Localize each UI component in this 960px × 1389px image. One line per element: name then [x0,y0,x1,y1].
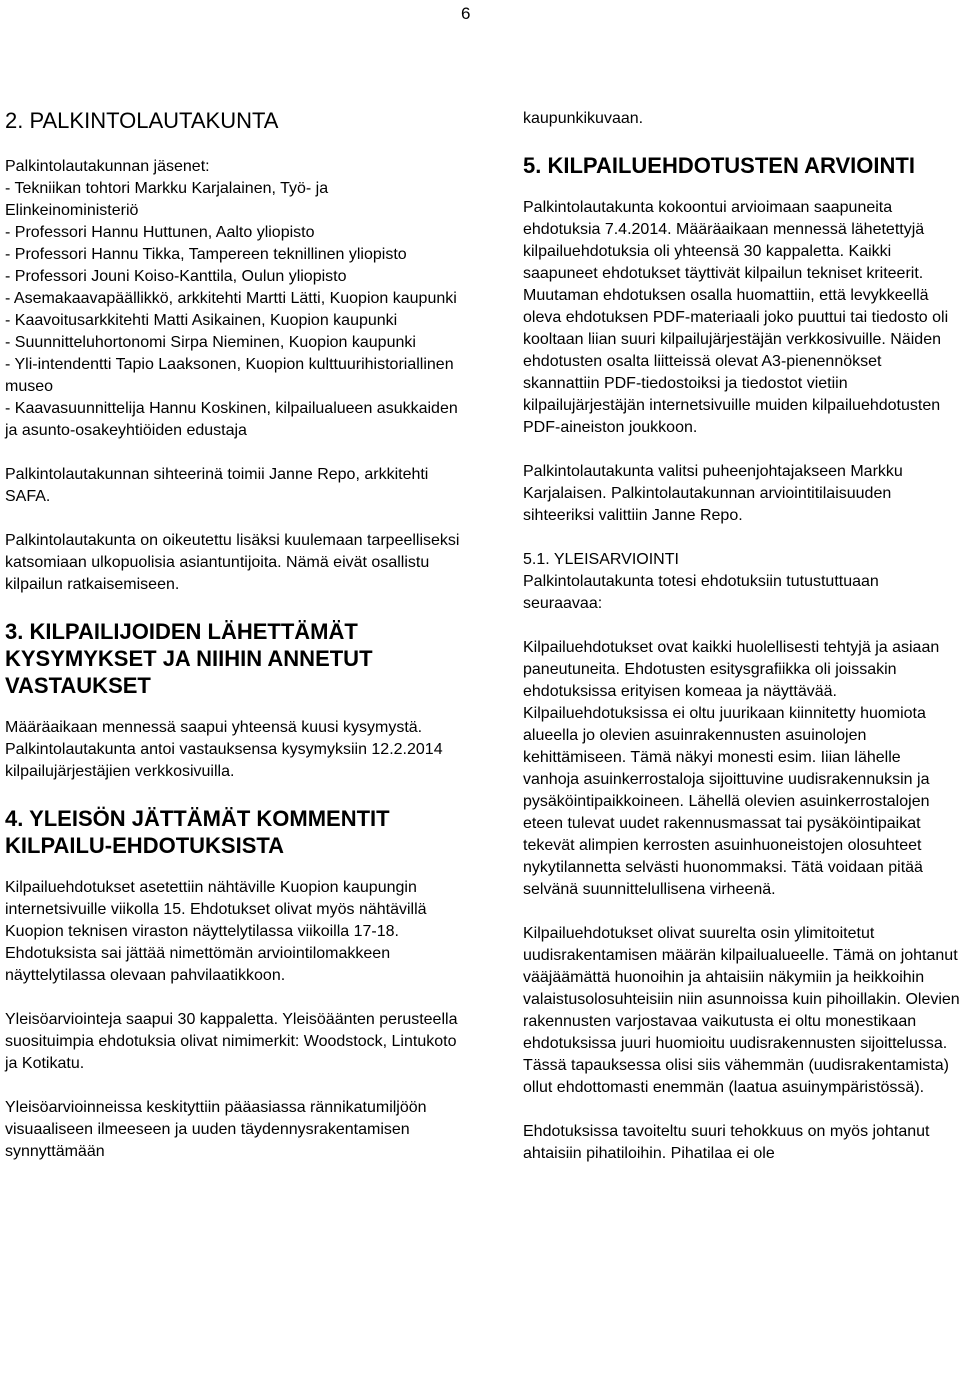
member-item: - Suunnitteluhortonomi Sirpa Nieminen, Kuopion kaupunki [5,334,416,351]
page-number: 6 [461,4,471,23]
section-3-heading: 3. KILPAILIJOIDEN LÄHETTÄMÄT KYSYMYKSET JA NIIHIN ANNETUT VASTAUKSET [5,619,373,698]
member-item: - Yli-intendentti Tapio Laaksonen, Kuopion kulttuurihistoriallinen museo [5,356,454,395]
section-4-paragraph-2: Yleisöarviointeja saapui 30 kappaletta. Yleisöäänten perusteella suosituimpia ehdotuksia olivat nimimerkit: Woodstock, Lintukoto ja Kotikatu. [5,1011,458,1072]
section-5-paragraph-1: Palkintolautakunta kokoontui arvioimaan saapuneita ehdotuksia 7.4.2014. Määräaikaan mennessä lähetettyjä kilpailuehdotuksia oli yhteensä 30 kappaletta. Kaikki saapuneet ehdotukset täyttivät kilpailun tekniset kriteerit. Muutaman ehdotuksen osalla huomattiin, että levykkeellä oleva ehdotuksen PDF-materiaali joko puuttui tai tiedosto oli kooltaan liian suuri kilpailujärjestäjän verkkosivuille. Näiden ehdotusten osalta liitteissä olevat A3-pienennökset skannattiin PDF-tiedostoiksi ja tiedostot vietiin kilpailujärjestäjän internetsivuille muiden kilpailuehdotusten PDF-aineiston joukkoon. [523,199,949,436]
members-intro: Palkintolautakunnan jäsenet: [5,158,210,175]
section-5-1-paragraph-3: Ehdotuksissa tavoiteltu suuri tehokkuus on myös johtanut ahtaisiin pihatiloihin. Pihatilaa ei ole [523,1123,930,1162]
section-4-paragraph-3: Yleisöarvioinneissa keskityttiin pääasiassa rännikatumiljöön visuaaliseen ilmeeseen ja uuden täydennysrakentamisen synnyttämään [5,1099,427,1160]
secretary-paragraph: Palkintolautakunnan sihteerinä toimii Janne Repo, arkkitehti SAFA. [5,466,429,505]
member-item: - Kaavasuunnittelija Hannu Koskinen, kilpailualueen asukkaiden ja asunto-osakeyhtiöiden edustaja [5,400,458,439]
experts-paragraph: Palkintolautakunta on oikeutettu lisäksi kuulemaan tarpeelliseksi katsomiaan ulkopuolisia asiantuntijoita. Nämä eivät osallistu kilpailun ratkaisemiseen. [5,532,460,593]
section-4-heading: 4. YLEISÖN JÄTTÄMÄT KOMMENTIT KILPAILU-EHDOTUKSISTA [5,806,390,858]
section-5-1-paragraph-1: Kilpailuehdotukset ovat kaikki huolellisesti tehtyjä ja asiaan paneutuneita. Ehdotusten esitysgrafiikka oli joissakin ehdotuksissa erityisen komeaa ja näyttävää. Kilpailuehdotuksissa ei oltu juurikaan kiinnitetty huomiota alueella jo olevien asuinrakennusten asuinolojen kehittämiseen. Tämä näkyi monesti esim. Iiian lähelle vanhoja asuinkerrostaloja sijoittuvine uudisrakennuksin ja pysäköintipaikkoineen. Lähellä olevien asuinkerrostalojen eteen tulevat uudet rakennusmassat tai pysäköintipaikat tekevät alimpien kerrosten asuinhuoneistojen olosuhteet nykytilannetta selvästi huonommaksi. Tätä voidaan pitää selvänä suunnittelullisena virheenä. [523,639,940,898]
section-5-paragraph-2: Palkintolautakunta valitsi puheenjohtajakseen Markku Karjalaisen. Palkintolautakunnan arviointitilaisuuden sihteeriksi valittiin Janne Repo. [523,463,903,524]
left-column [5,108,460,1163]
continued-text: kaupunkikuvaan. [523,110,644,127]
member-item: - Professori Hannu Tikka, Tampereen teknillinen yliopisto [5,246,407,263]
member-item: - Professori Jouni Koiso-Kanttila, Oulun yliopisto [5,268,347,285]
section-2-heading: 2. PALKINTOLAUTAKUNTA [5,108,279,133]
member-item: - Tekniikan tohtori Markku Karjalainen, Työ- ja Elinkeinoministeriö [5,180,329,219]
member-item: - Professori Hannu Huttunen, Aalto yliopisto [5,224,315,241]
section-5-1-paragraph-2: Kilpailuehdotukset olivat suurelta osin ylimitoitetut uudisrakentamisen määrän kilpailualueelle. Tämä on johtanut vääjäämättä huonoihin ja ahtaisiin näkymiin ja heikkoihin valaistusolosuhteisiin niin asunnoissa kuin pihoillakin. Olevien rakennusten varjostavaa vaikutusta ei oltu monestikaan ehdotuksissa juuri huomioitu uudisrakennusten sijoittelussa. Tässä tapauksessa olisi siis vähemmän (uudisrakentamista) ollut ehdottomasti enemmän (laatua asuinympäristössä). [523,925,960,1096]
member-item: - Asemakaavapäällikkö, arkkitehti Martti Lätti, Kuopion kaupunki [5,290,457,307]
section-5-1-heading: 5.1. YLEISARVIOINTI [523,551,679,568]
section-4-paragraph-1: Kilpailuehdotukset asetettiin nähtäville Kuopion kaupungin internetsivuille viikolla 15. Ehdotukset olivat myös nähtävillä Kuopion teknisen viraston näyttelytilassa viikoilla 17-18. Ehdotuksista sai jättää nimettömän arviointilomakkeen näyttelytilassa olevaan pahvilaatikkoon. [5,879,427,984]
section-5-heading: 5. KILPAILUEHDOTUSTEN ARVIOINTI [523,153,915,178]
section-5-1-intro: Palkintolautakunta totesi ehdotuksiin tutustuttuaan seuraavaa: [523,573,879,612]
member-item: - Kaavoitusarkkitehti Matti Asikainen, Kuopion kaupunki [5,312,398,329]
section-3-paragraph: Määräaikaan mennessä saapui yhteensä kuusi kysymystä. Palkintolautakunta antoi vastauksensa kysymyksiin 12.2.2014 kilpailujärjestäjien verkkosivuilla. [5,719,443,780]
right-column [523,108,960,1165]
